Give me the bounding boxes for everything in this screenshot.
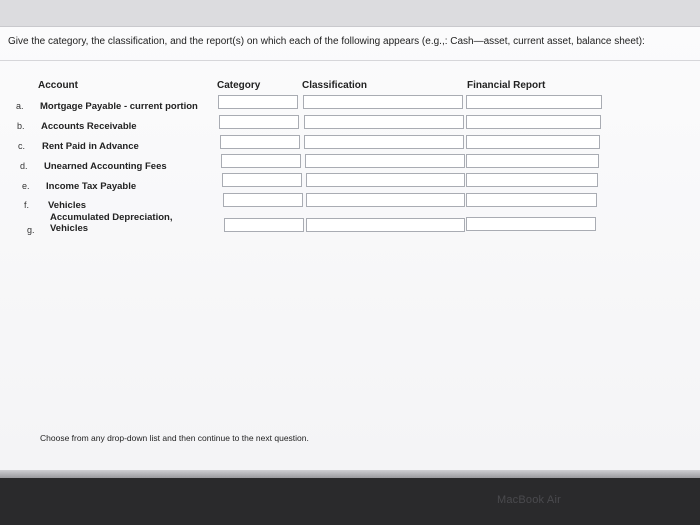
row-g-label: Accumulated Depreciation, Vehicles <box>50 212 173 234</box>
header-classification: Classification <box>302 80 368 91</box>
category-dropdown-e[interactable] <box>222 173 302 187</box>
row-b-letter: b. <box>17 121 25 131</box>
category-dropdown-a[interactable] <box>218 95 298 109</box>
category-dropdown-d[interactable] <box>221 154 301 168</box>
category-dropdown-f[interactable] <box>223 193 303 207</box>
row-g-letter: g. <box>27 225 35 235</box>
financial-report-dropdown-a[interactable] <box>466 95 602 109</box>
row-f-letter: f. <box>24 200 30 210</box>
financial-report-dropdown-e[interactable] <box>466 173 598 187</box>
row-a-label: Mortgage Payable - current portion <box>40 101 198 112</box>
row-c-label: Rent Paid in Advance <box>42 141 139 152</box>
row-a-letter: a. <box>16 101 24 111</box>
row-c-letter: c. <box>18 141 26 151</box>
row-d-letter: d. <box>20 161 28 171</box>
prompt-divider <box>0 60 700 61</box>
row-e-label: Income Tax Payable <box>46 181 137 192</box>
instruction-footer: Choose from any drop-down list and then continue to the next question. <box>40 433 309 443</box>
device-brand-label: MacBook Air <box>497 494 561 506</box>
classification-dropdown-g[interactable] <box>306 218 465 232</box>
category-dropdown-c[interactable] <box>220 135 300 149</box>
header-financial-report: Financial Report <box>467 80 546 91</box>
classification-dropdown-d[interactable] <box>305 154 465 168</box>
row-d-label: Unearned Accounting Fees <box>44 161 167 172</box>
classification-dropdown-f[interactable] <box>306 193 465 207</box>
financial-report-dropdown-g[interactable] <box>466 217 596 231</box>
question-panel <box>0 26 700 471</box>
row-f-label: Vehicles <box>48 200 87 211</box>
header-category: Category <box>217 80 261 91</box>
financial-report-dropdown-c[interactable] <box>466 135 600 149</box>
row-b-label: Accounts Receivable <box>41 121 137 132</box>
financial-report-dropdown-f[interactable] <box>466 193 597 207</box>
financial-report-dropdown-d[interactable] <box>466 154 599 168</box>
classification-dropdown-b[interactable] <box>304 115 464 129</box>
top-band <box>0 0 700 26</box>
screen-bezel-edge <box>0 470 700 478</box>
category-dropdown-b[interactable] <box>219 115 299 129</box>
question-prompt: Give the category, the classification, and the report(s) on which each of the following appears (e.g.,: Cash—asset, current asset, balance sheet): <box>8 36 645 47</box>
financial-report-dropdown-b[interactable] <box>466 115 601 129</box>
classification-dropdown-a[interactable] <box>303 95 463 109</box>
classification-dropdown-e[interactable] <box>306 173 465 187</box>
row-e-letter: e. <box>22 181 30 191</box>
category-dropdown-g[interactable] <box>224 218 304 232</box>
header-account: Account <box>38 80 78 91</box>
classification-dropdown-c[interactable] <box>304 135 464 149</box>
